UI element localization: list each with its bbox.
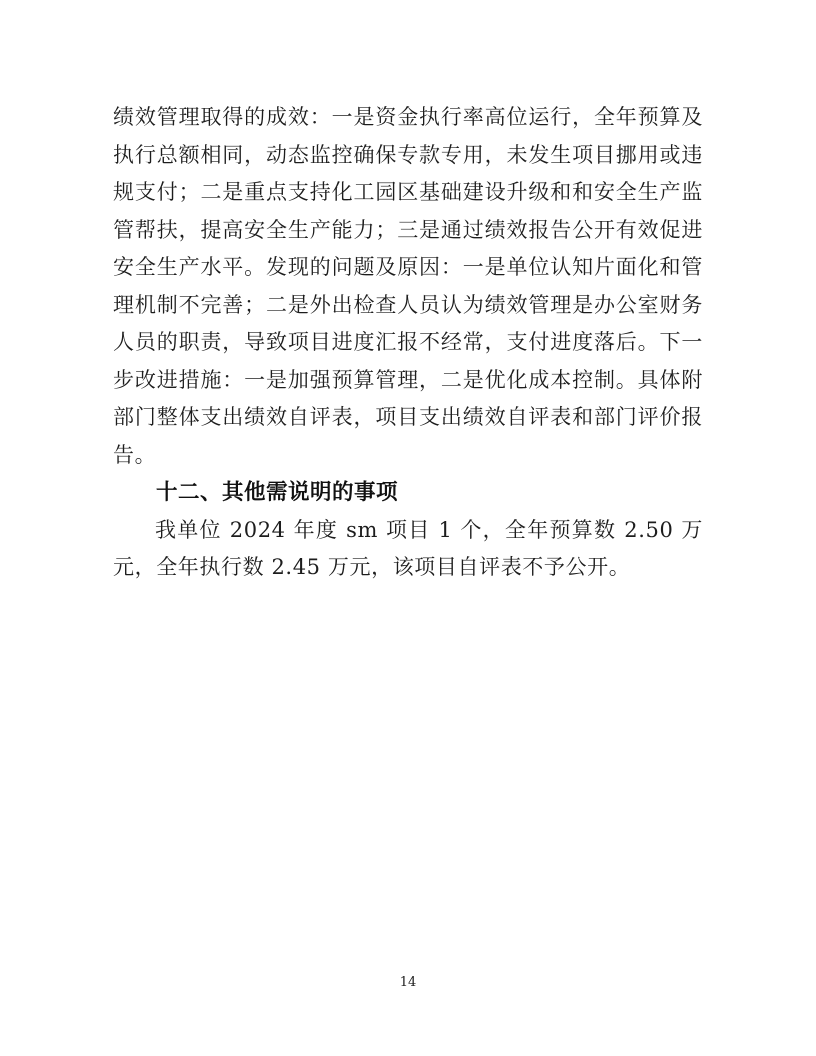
body-paragraph-performance-summary: 绩效管理取得的成效：一是资金执行率高位运行，全年预算及执行总额相同，动态监控确保专款专用，未发生项目挪用或违规支付；二是重点支持化工园区基础建设升级和和安全生产监管帮扶，提高安全生产能力；三是通过绩效报告公开有效促进安全生产水平。发现的问题及原因：一是单位认知片面化和管理机制不完善；二是外出检查人员认为绩效管理是办公室财务人员的职责，导致项目进度汇报不经常，支付进度落后。下一步改进措施：一是加强预算管理，二是优化成本控制。具体附部门整体支出绩效自评表，项目支出绩效自评表和部门评价报告。 xyxy=(113,105,703,467)
page-footer xyxy=(0,971,816,990)
page-number: 14 xyxy=(399,975,417,990)
body-paragraph-other-items: 我单位 2024 年度 sm 项目 1 个，全年预算数 2.50 万元，全年执行数 2.45 万元，该项目自评表不予公开。 xyxy=(113,517,703,579)
document-content xyxy=(113,99,703,587)
section-heading-other-items: 十二、其他需说明的事项 xyxy=(156,480,399,504)
